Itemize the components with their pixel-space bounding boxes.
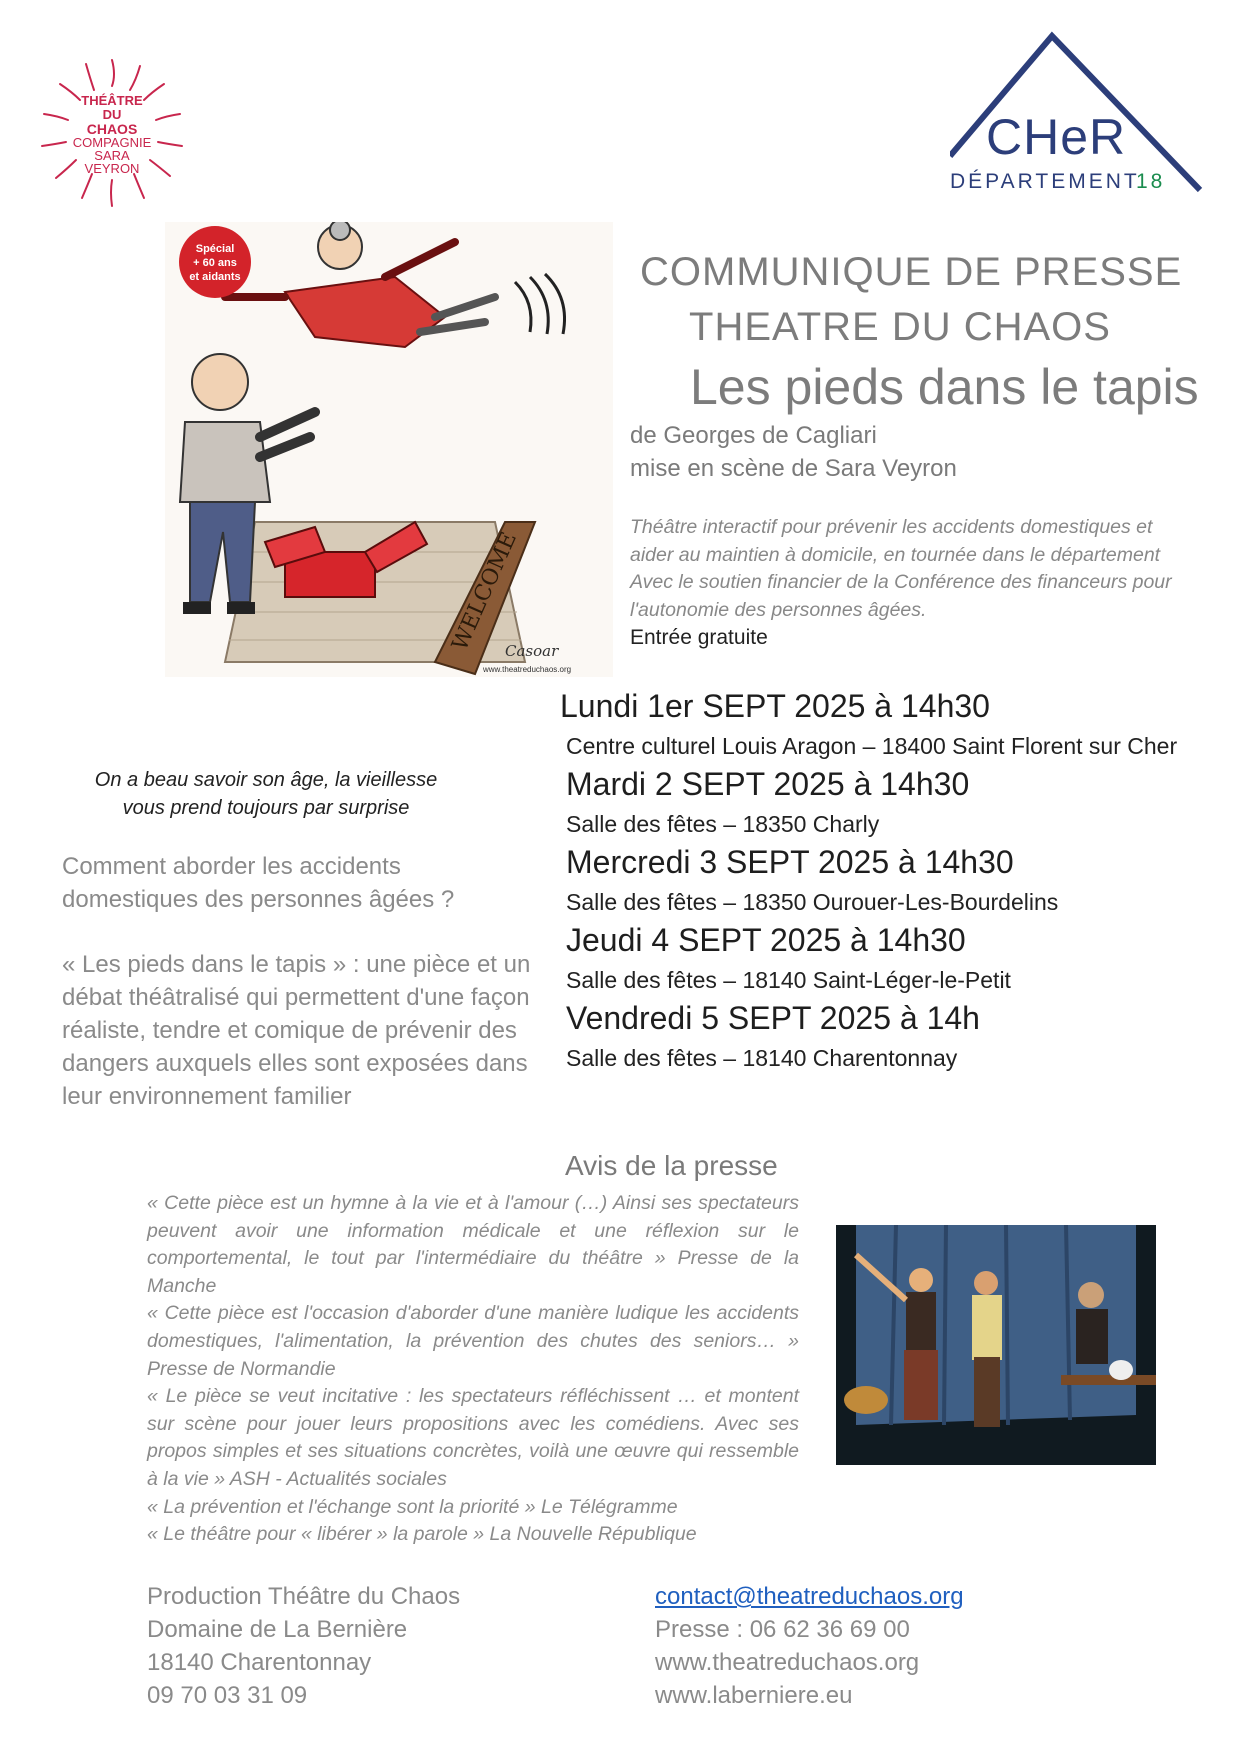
description-line: Théâtre interactif pour prévenir les accidents domestiques et — [630, 516, 1153, 538]
date-heading-5: Vendredi 5 SEPT 2025 à 14h — [566, 1000, 980, 1036]
date-heading-1: Lundi 1er SEPT 2025 à 14h30 — [560, 688, 990, 724]
description-line: l'autonomie des personnes âgées. — [630, 598, 927, 621]
address-line-1: Domaine de La Bernière — [147, 1616, 408, 1643]
theatre-du-chaos-logo — [32, 50, 192, 210]
date-heading-4: Jeudi 4 SEPT 2025 à 14h30 — [566, 922, 966, 958]
author-line: de Georges de Cagliari — [630, 422, 877, 449]
date-heading-3: Mercredi 3 SEPT 2025 à 14h30 — [566, 844, 1014, 880]
stage-photo — [836, 1225, 1156, 1465]
address-line-2: 18140 Charentonnay — [147, 1649, 372, 1676]
logo-word-veyron: VEYRON — [84, 161, 140, 176]
date-venue-4: Salle des fêtes – 18140 Saint-Léger-le-Petit — [566, 967, 1011, 993]
press-quote: « Le théâtre pour « libérer » la parole » La Nouvelle République — [147, 1523, 697, 1546]
intro-question: Comment aborder les accidents domestiques des personnes âgées ? — [62, 853, 455, 913]
website-line-2: www.laberniere.eu — [655, 1682, 853, 1709]
press-quote: « La prévention et l'échange sont la priorité » Le Télégramme — [147, 1495, 678, 1518]
tagline — [62, 766, 470, 822]
man-trousers — [190, 502, 255, 602]
badge-line-1: Spécial — [195, 243, 235, 255]
illustration-signature: Casoar — [505, 642, 559, 660]
cartoon-illustration — [165, 222, 613, 677]
press-release-heading: COMMUNIQUE DE PRESSE — [640, 250, 1183, 294]
footer-contact-block — [655, 1580, 964, 1712]
description-line: Avec le soutien financier de la Conférence des financeurs pour — [630, 571, 1172, 593]
date-venue-2: Salle des fêtes – 18350 Charly — [566, 811, 880, 837]
logo-word-sara: SARA — [94, 148, 130, 163]
rug-text: WELCOME — [447, 528, 523, 655]
play-summary: « Les pieds dans le tapis » : une pièce et un débat théâtralisé qui permettent d'une façon réaliste, tendre et comique de prévenir des dangers auxquels elles sont exposées dans leur environnement familier — [62, 951, 531, 1110]
press-reviews-heading: Avis de la presse — [565, 1150, 778, 1181]
date-heading-2: Mardi 2 SEPT 2025 à 14h30 — [566, 766, 970, 802]
badge-line-3: et aidants — [189, 271, 241, 283]
footer-address-block — [147, 1580, 460, 1712]
contact-email-link[interactable]: contact@theatreduchaos.org — [655, 1583, 964, 1610]
logo-word-compagnie: COMPAGNIE — [72, 135, 152, 150]
play-description — [630, 514, 1170, 624]
badge-line-2: + 60 ans — [193, 257, 237, 269]
date-venue-5: Salle des fêtes – 18140 Charentonnay — [566, 1045, 958, 1071]
man-head — [192, 354, 248, 410]
description-line: aider au maintien à domicile, en tournée dans le département — [630, 543, 1161, 566]
cher-departement-logo — [950, 30, 1210, 200]
tagline-line-2: vous prend toujours par surprise — [122, 797, 410, 819]
press-quote: « Le pièce se veut incitative : les spectateurs réfléchissent … et montent sur scène pour jouer leurs propositions avec les comédiens. Avec ses propos simples et ses situations concrètes, voilà une œuvre qui ressemble à la vie » ASH - Actualités sociales — [147, 1385, 799, 1490]
director-line: mise en scène de Sara Veyron — [630, 455, 957, 482]
play-title: Les pieds dans le tapis — [690, 359, 1199, 415]
date-venue-3: Salle des fêtes – 18350 Ourouer-Les-Bourdelins — [566, 889, 1059, 915]
logo-word-theatre: THÉÂTRE — [81, 93, 143, 108]
press-quotes — [147, 1190, 799, 1549]
company-heading: THEATRE DU CHAOS — [689, 305, 1111, 349]
press-quote: « Cette pièce est un hymne à la vie et à l'amour (…) Ainsi ses spectateurs peuvent avoir une information médicale et une réflexion sur le comportemental, le tout par l'intermédiaire du théâtre » Presse de la Manche — [147, 1192, 799, 1297]
date-venue-1: Centre culturel Louis Aragon – 18400 Saint Florent sur Cher — [566, 733, 1178, 759]
cher-departement-label: DÉPARTEMENT — [950, 170, 1140, 193]
press-quote: « Cette pièce est l'occasion d'aborder d'une manière ludique les accidents domestiques, l'alimentation, la prévention des chutes des seniors… » Presse de Normandie — [147, 1302, 799, 1380]
illustration-site: www.theatreduchaos.org — [483, 665, 572, 674]
logo-word-chaos: CHAOS — [86, 121, 138, 137]
production-line: Production Théâtre du Chaos — [147, 1583, 461, 1610]
logo-word-du: DU — [102, 107, 122, 122]
press-phone-line: Presse : 06 62 36 69 00 — [655, 1616, 910, 1643]
entry-free-label: Entrée gratuite — [630, 626, 768, 649]
tagline-line-1: On a beau savoir son âge, la vieillesse — [94, 769, 438, 791]
cher-number: 18 — [1136, 170, 1166, 193]
website-line-1: www.theatreduchaos.org — [655, 1649, 920, 1676]
cher-wordmark: CHeR — [986, 109, 1127, 165]
phone-line: 09 70 03 31 09 — [147, 1682, 308, 1709]
woman-dress — [285, 277, 445, 347]
